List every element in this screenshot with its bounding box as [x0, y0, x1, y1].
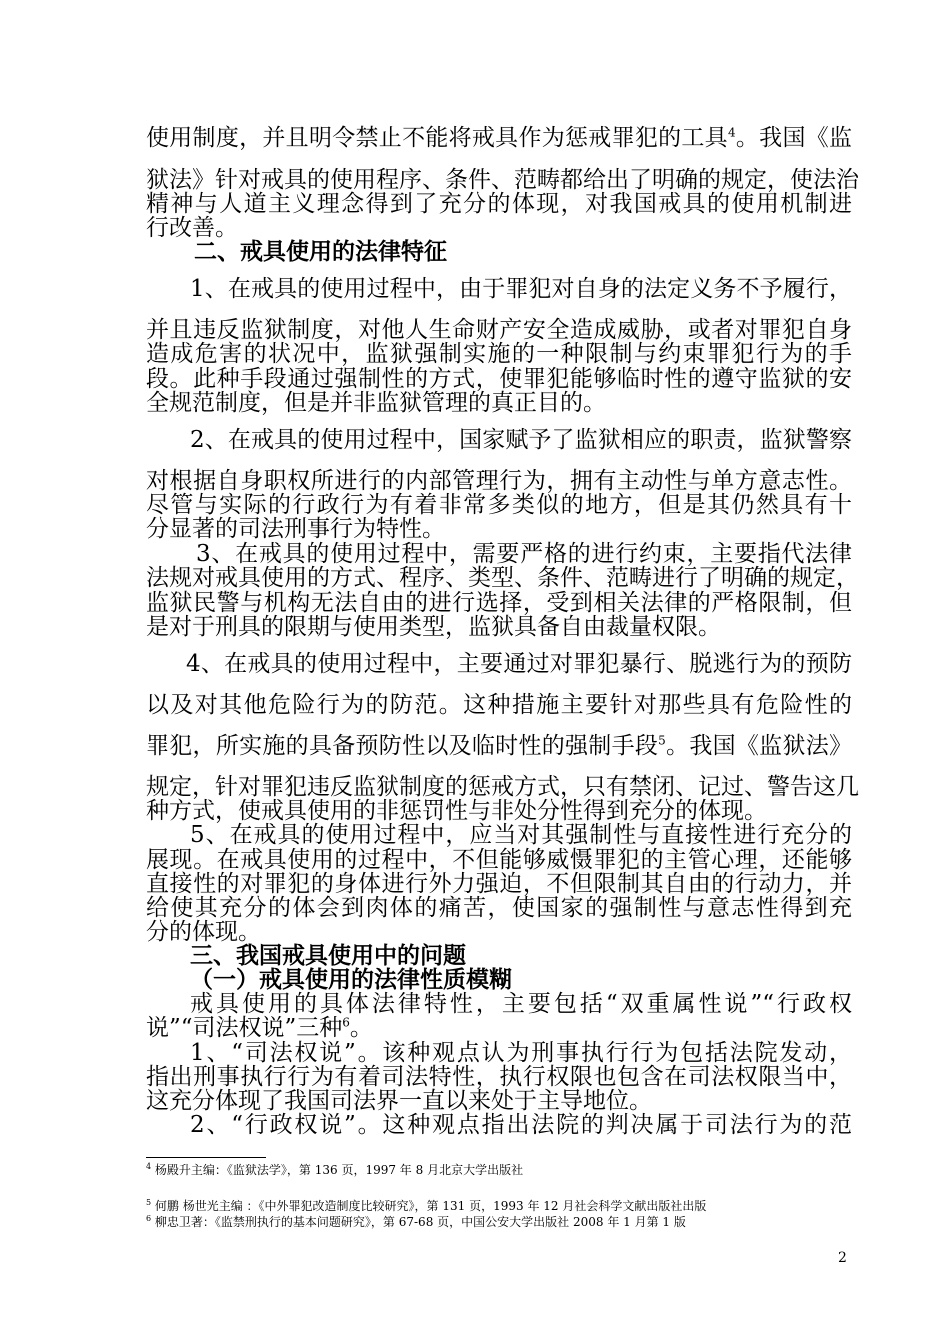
paragraph-line: 3、在戒具的使用过程中，需要严格的进行约束，主要指代法律: [196, 541, 852, 567]
paragraph-line: 5、在戒具的使用过程中，应当对其强制性与直接性进行充分的: [190, 822, 852, 848]
paragraph-line: 1、“司法权说”。该种观点认为刑事执行行为包括法院发动，: [190, 1040, 852, 1066]
paragraph-line: 分的体现。: [146, 919, 261, 945]
paragraph-line: 4、在戒具的使用过程中，主要通过对罪犯暴行、脱逃行为的预防: [186, 651, 852, 677]
footnote-separator: [146, 1157, 266, 1158]
paragraph-line: 尽管与实际的行政行为有着非常多类似的地方，但是其仍然具有十: [146, 492, 852, 518]
page-number: 2: [838, 1250, 847, 1266]
paragraph-line: 说”“司法权说”三种$^6$。: [146, 1015, 373, 1041]
paragraph-line: 规定，针对罪犯违反监狱制度的惩戒方式，只有禁闭、记过、警告这几: [146, 774, 859, 800]
paragraph-line: 分显著的司法刑事行为特性。: [146, 516, 445, 542]
footnote-ref: 4: [727, 125, 736, 140]
paragraph-line: 监狱民警与机构无法自由的进行选择，受到相关法律的严格限制，但: [146, 590, 852, 616]
paragraph-line: 展现。在戒具使用的过程中，不但能够威慑罪犯的主管心理，还能够: [146, 847, 852, 873]
paragraph-line: 全规范制度，但是并非监狱管理的真正目的。: [146, 390, 606, 416]
paragraph-line: 戒具使用的具体法律特性，主要包括“双重属性说”“行政权: [190, 991, 852, 1017]
section-heading: 三、我国戒具使用中的问题: [190, 943, 466, 969]
paragraph-line: 使用制度，并且明令禁止不能将戒具作为惩戒罪犯的工具$^4$。我国《监: [146, 125, 853, 151]
paragraph-line: 以及对其他危险行为的防范。这种措施主要针对那些具有危险性的: [146, 692, 852, 718]
paragraph-line: 罪犯，所实施的具备预防性以及临时性的强制手段$^5$。我国《监狱法》: [146, 733, 853, 759]
paragraph-line: 给使其充分的体会到肉体的痛苦，使国家的强制性与意志性得到充: [146, 895, 852, 921]
paragraph-line: 行改善。: [146, 215, 238, 241]
paragraph-line: 直接性的对罪犯的身体进行外力强迫，不但限制其自由的行动力，并: [146, 871, 852, 897]
paragraph-line: 并且违反监狱制度，对他人生命财产安全造成威胁，或者对罪犯自身: [146, 317, 852, 343]
paragraph-line: 1、在戒具的使用过程中，由于罪犯对自身的法定义务不予履行，: [190, 276, 852, 302]
paragraph-line: 指出刑事执行行为有着司法特性，执行权限也包含在司法权限当中，: [146, 1064, 852, 1090]
paragraph-line: 2、“行政权说”。这种观点指出法院的判决属于司法行为的范: [190, 1112, 852, 1138]
paragraph-line: 精神与人道主义理念得到了充分的体现，对我国戒具的使用机制进: [146, 191, 852, 217]
paragraph-line: 段。此种手段通过强制性的方式，使罪犯能够临时性的遵守监狱的安: [146, 366, 852, 392]
footnote: $^5$ 何鹏 杨世光主编 ：《中外罪犯改造制度比较研究》，第 131 页，1993 年 12 月社会科学文献出版社出版: [146, 1198, 707, 1213]
paragraph-line: 是对于刑具的限期与使用类型，监狱具备自由裁量权限。: [146, 614, 721, 640]
paragraph-line: 种方式，使戒具使用的非惩罚性与非处分性得到充分的体现。: [146, 798, 767, 824]
footnote-ref: 5: [658, 733, 666, 748]
paragraph-line: 法规对戒具使用的方式、程序、类型、条件、范畴进行了明确的规定，: [146, 565, 859, 591]
paragraph-line: 这充分体现了我国司法界一直以来处于主导地位。: [146, 1088, 652, 1114]
footnote-ref: 6: [342, 1015, 350, 1030]
paragraph-line: 狱法》针对戒具的使用程序、条件、范畴都给出了明确的规定，使法治: [146, 167, 859, 193]
subsection-heading: （一）戒具使用的法律性质模糊: [190, 967, 512, 993]
footnote: $^6$ 柳忠卫著：《监禁刑执行的基本问题研究》，第 67-68 页，中国公安大学出版社 2008 年 1 月第 1 版: [146, 1214, 686, 1229]
paragraph-line: 对根据自身职权所进行的内部管理行为，拥有主动性与单方意志性。: [146, 468, 852, 494]
footnote: $^4$ 杨殿升主编：《监狱法学》，第 136 页，1997 年 8 月北京大学出版社: [146, 1162, 524, 1177]
paragraph-line: 造成危害的状况中，监狱强制实施的一种限制与约束罪犯行为的手: [146, 341, 852, 367]
paragraph-line: 2、在戒具的使用过程中，国家赋予了监狱相应的职责，监狱警察: [190, 427, 852, 453]
section-heading: 二、戒具使用的法律特征: [194, 239, 447, 265]
